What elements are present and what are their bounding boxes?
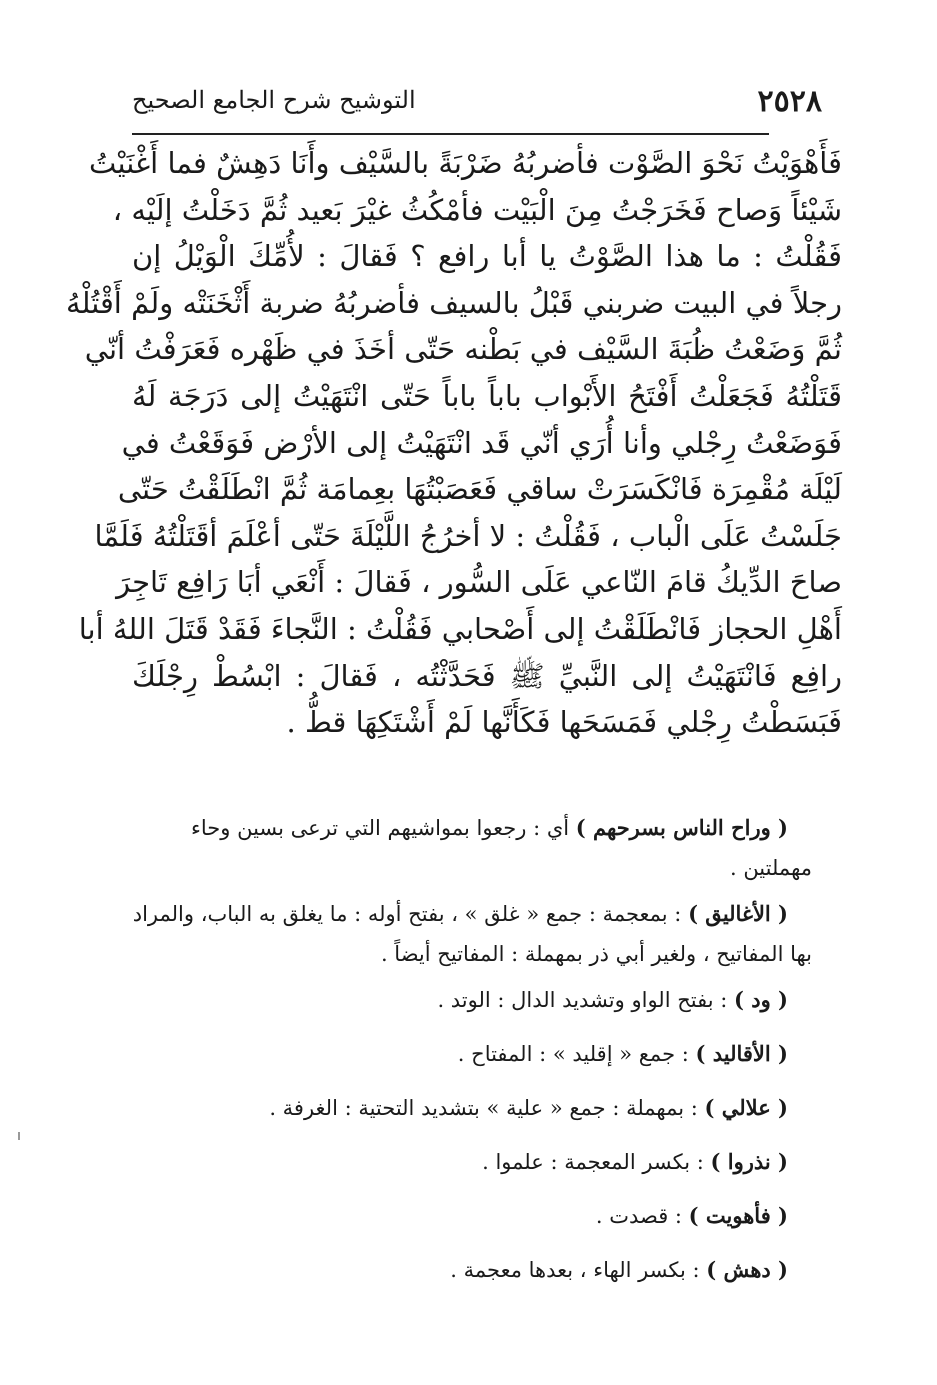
note-entry [132,1034,812,1074]
text-line: ثُمَّ وَضَعْتُ ظُبَةَ السَّيْف في بَطْنه حَتّى أخَذَ في ظَهْره فَعَرَفْتُ أنّي [84,332,842,367]
text-line: قَتَلْتُهُ فَجَعَلْتُ أَفْتَحُ الأَبْواب باباً باباً حَتّى انْتَهَيْتُ إلى دَرَجَة لَهُ [132,378,842,413]
text-line: جَلَسْتُ عَلَى الْباب ، فَقُلْتُ : لا أخرُجُ اللَّيْلَةَ حَتّى أعْلَمَ أقَتَلْتُهُ فَلَمَّا [94,518,842,553]
text-line: رجلاً في البيت ضربني قَبْلُ بالسيف فأضربُهُ ضربة أَثْخَنَتْه ولَمْ أَقْتُلْهُ [66,285,842,320]
text-line: فَوَضَعْتُ رِجْلي وأنا أُرَي أنّي قَد انْتَهَيْتُ إلى الأرْض فَوَقَعْتُ في [121,425,842,460]
text-line: لَيْلَة مُقْمِرَة فَانْكَسَرَتْ ساقي فَعَصَبْتُهَا بعِمامَة ثُمَّ انْطَلَقْتُ حَتّى [117,472,842,507]
commentary-notes [132,808,812,1304]
note-text: : بكسر المعجمة : علموا . [482,1150,711,1174]
note-term: ( دهش ) [706,1257,788,1282]
page-header [132,84,822,128]
note-text: أي : رجعوا بمواشيهم التي ترعى بسين وحاء مهملتين . [191,816,812,880]
margin-mark [18,1132,20,1140]
hadith-text [66,140,842,746]
note-term: ( فأهويت ) [688,1203,788,1228]
text-line: فَأَهْوَيْتُ نَحْوَ الصَّوْت فأضربُهُ ضَرْبَةً بالسَّيْف وأَنَا دَهِشٌ فما أَغْنَيْتُ [89,146,842,180]
text-line: أَهْلِ الحجاز فَانْطَلَقْتُ إلى أَصْحابي فَقُلْتُ : النَّجاءَ فَقَدْ قَتَلَ اللهُ أبا [78,611,842,646]
note-term: ( نذروا ) [710,1149,788,1174]
text-line: شَيْئاً وَصاح فَخَرَجْتُ مِنَ الْبَيْت فأمْكُثُ غيْرَ بَعيد ثُمَّ دَخَلْتُ إلَيْه ، [112,192,842,227]
text-line: فَبَسَطْتُ رِجْلي فَمَسَحَها فَكَأَنَّها لَمْ أَشْتَكِهَا قطُّ . [286,705,842,740]
note-text: : بفتح الواو وتشديد الدال : الوتد . [437,988,734,1012]
note-text: : بمهملة : جمع « علية » بتشديد التحتية : الغرفة . [269,1096,705,1120]
note-entry [132,1142,812,1182]
note-term: ( علالي ) [704,1095,788,1120]
note-entry [132,1250,812,1290]
page-number: ٢٥٢٨ [757,84,822,119]
note-entry [132,894,812,974]
running-title: التوشيح شرح الجامع الصحيح [132,86,416,114]
note-entry [132,1196,812,1236]
note-entry [132,1088,812,1128]
note-text: : بمعجمة : جمع « غلق » ، بفتح أوله : ما يغلق به الباب، والمراد بها المفاتيح ، ولغير أبي ذر بمهملة : المفاتيح أيضاً . [132,902,812,966]
note-term: ( وراح الناس بسرحهم ) [575,815,788,840]
note-term: ( ود ) [734,987,788,1012]
note-entry [132,808,812,888]
note-text: : بكسر الهاء ، بعدها معجمة . [450,1258,707,1282]
text-line: فَقُلْتُ : ما هذا الصَّوْتُ يا أبا رافع ؟ فَقالَ : لأُمِّكَ الْوَيْلُ إن [132,239,842,274]
note-text: : قصدت . [595,1204,689,1228]
note-entry [132,980,812,1020]
text-line: صاحَ الدِّيكُ قامَ النّاعي عَلَى السُّور ، فَقالَ : أَنْعَي أبَا رَافِع تَاجِرَ [116,565,842,600]
note-term: ( الأقاليد ) [695,1041,788,1066]
text-line: رافِع فَانْتَهَيْتُ إلى النَّبيِّ ﷺ فَحَدَّثْتُه ، فَقالَ : ابْسُطْ رِجْلَكَ [132,658,842,693]
note-text: : جمع « إقليد » : المفتاح . [457,1042,696,1066]
note-term: ( الأغاليق ) [688,901,788,926]
header-rule [132,133,769,135]
